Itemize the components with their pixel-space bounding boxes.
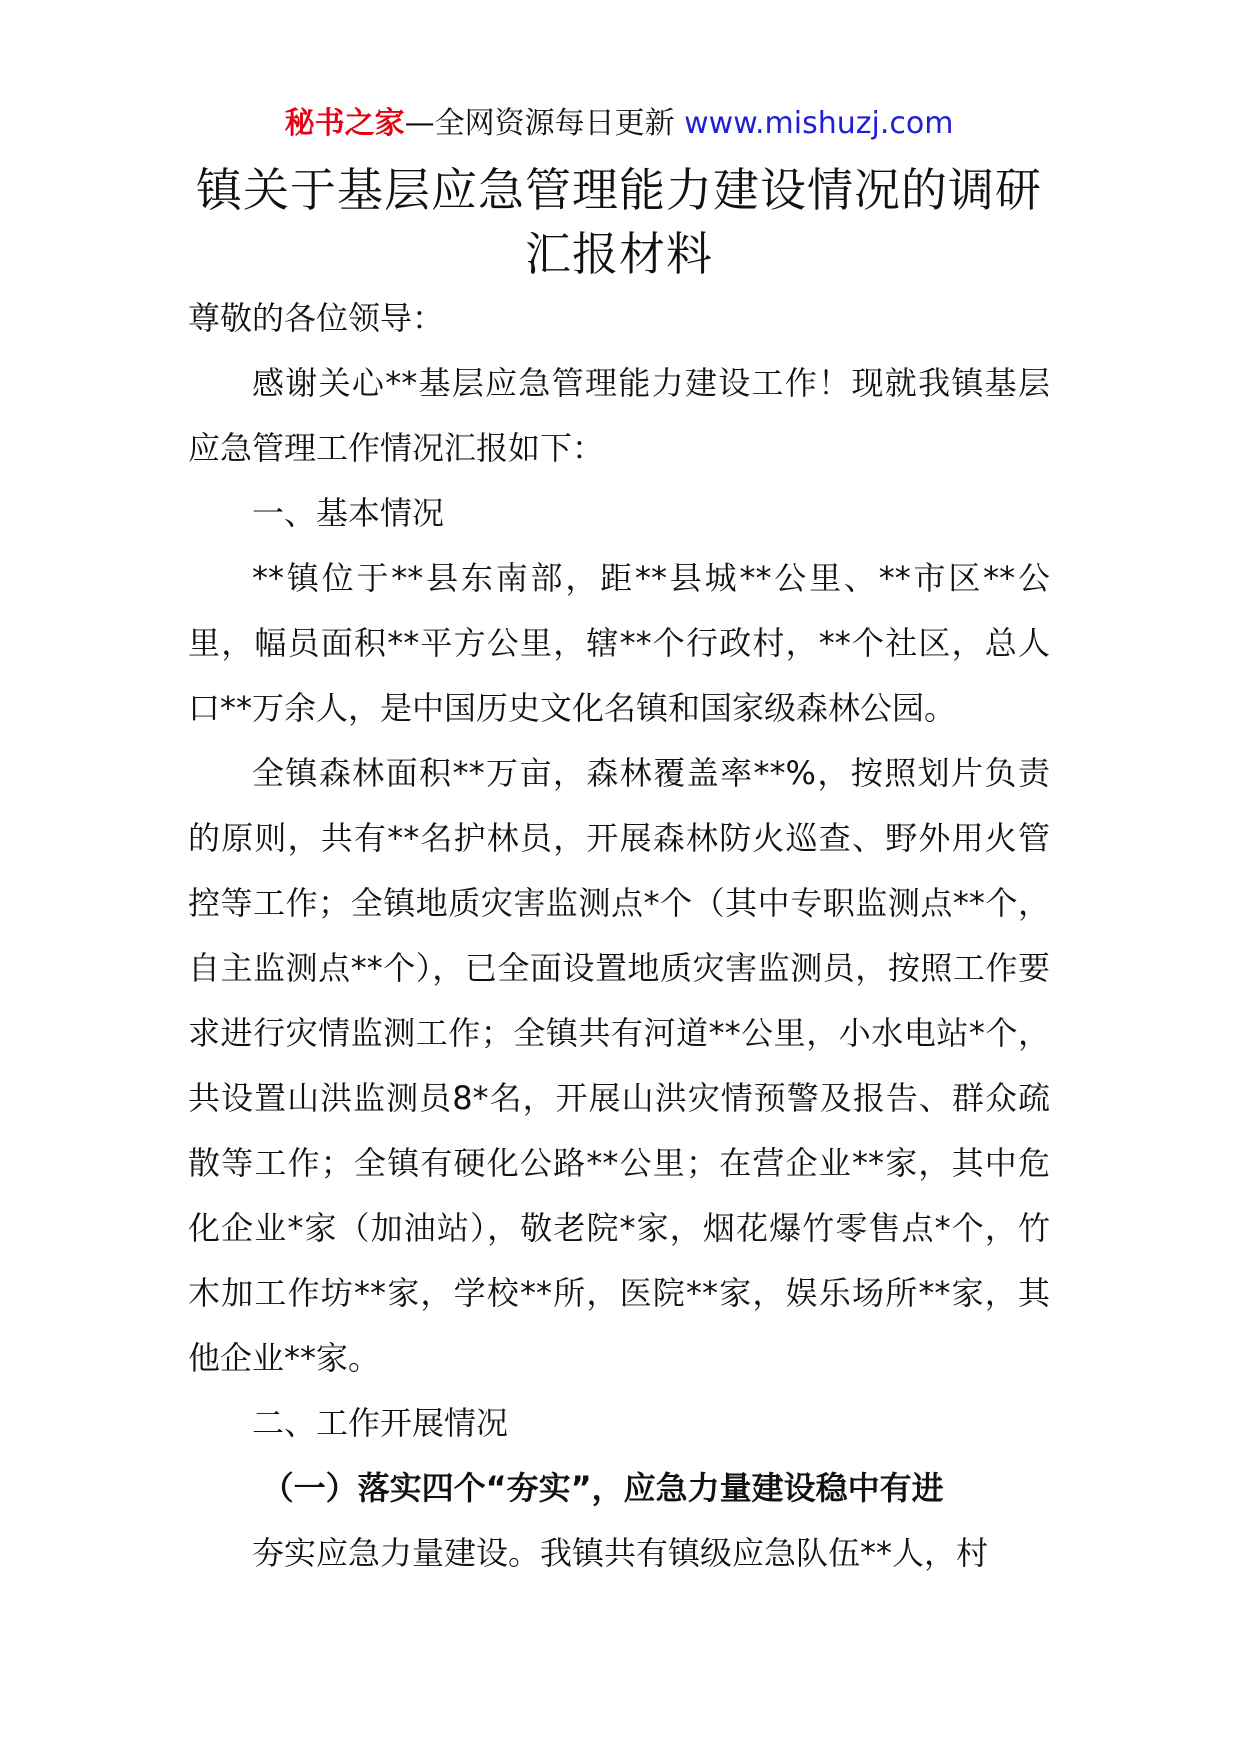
- site-header: [148, 96, 1090, 152]
- section-2-heading: 二、工作开展情况: [252, 1404, 509, 1442]
- header-tagline: —全网资源每日更新: [404, 106, 675, 141]
- subsection-1-paragraph-1: 夯实应急力量建设。我镇共有镇级应急队伍**人，村: [252, 1534, 989, 1572]
- intro-paragraph: 感谢关心**基层应急管理能力建设工作！现就我镇基层应急管理工作情况汇报如下：: [188, 364, 1050, 467]
- document-body: [188, 286, 1050, 1586]
- document-page: [188, 96, 1050, 1586]
- title-line-1: 镇关于基层应急管理能力建设情况的调研: [196, 163, 1042, 217]
- section-1-paragraph-2: 全镇森林面积**万亩，森林覆盖率**%，按照划片负责的原则，共有**名护林员，开展森林防火巡查、野外用火管控等工作；全镇地质灾害监测点*个（其中专职监测点**个，自主监测点**个），已全面设置地质灾害监测员，按照工作要求进行灾情监测工作；全镇共有河道**公里，小水电站*个，共设置山洪监测员8*名，开展山洪灾情预警及报告、群众疏散等工作；全镇有硬化公路**公里；在营企业**家，其中危化企业*家（加油站），敬老院*家，烟花爆竹零售点*个，竹木加工作坊**家，学校**所，医院**家，娱乐场所**家，其他企业**家。: [188, 754, 1050, 1377]
- subsection-1-heading: （一）落实四个“夯实”，应急力量建设稳中有进: [261, 1469, 944, 1507]
- salutation: 尊敬的各位领导：: [188, 299, 445, 337]
- brand-name: 秘书之家: [284, 106, 405, 141]
- title-line-2: 汇报材料: [525, 227, 713, 281]
- document-title: [168, 158, 1070, 286]
- site-url-link[interactable]: www.mishuzj.com: [684, 106, 954, 141]
- section-1-paragraph-1: **镇位于**县东南部，距**县城**公里、**市区**公里，幅员面积**平方公里，辖**个行政村，**个社区，总人口**万余人，是中国历史文化名镇和国家级森林公园。: [188, 559, 1050, 727]
- section-1-heading: 一、基本情况: [252, 494, 445, 532]
